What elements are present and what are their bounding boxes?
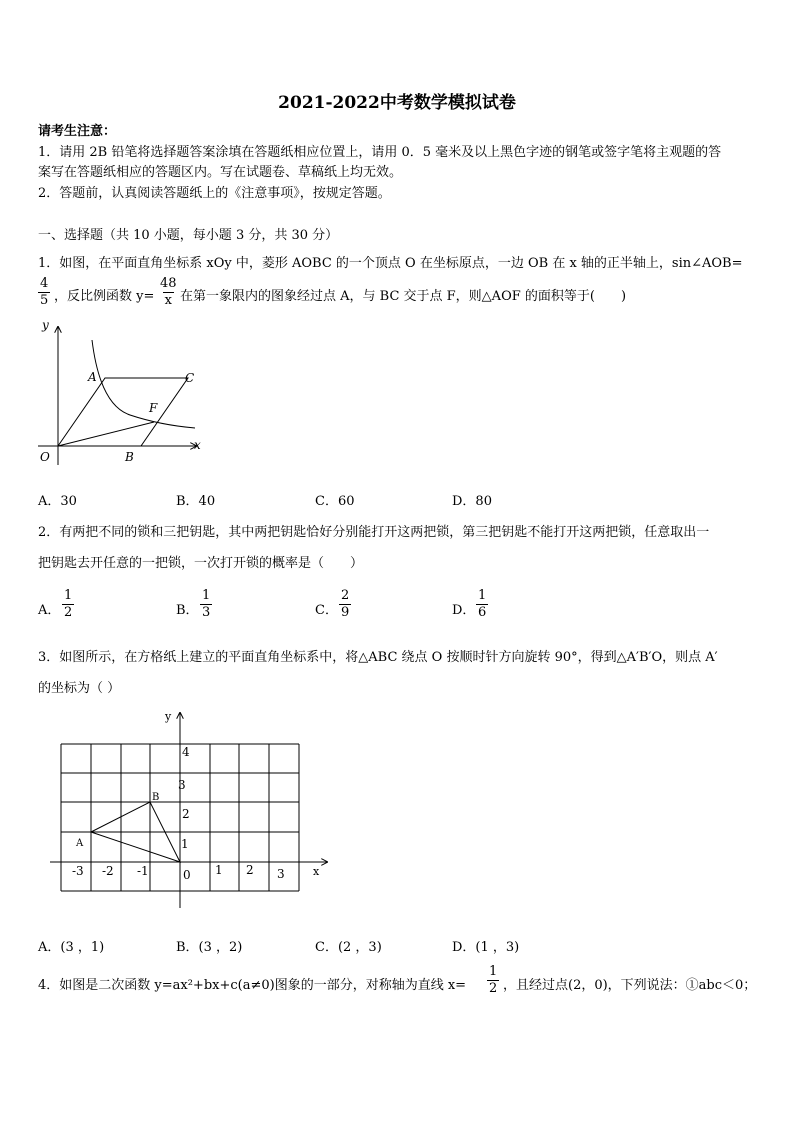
q2-option-a[interactable] [38, 599, 60, 618]
q2-option-d[interactable] [452, 599, 475, 618]
q4-frac-num: 1 [489, 964, 498, 979]
q3-label-b: B [152, 792, 160, 803]
q3-option-a[interactable]: A．(3 ，1) [38, 940, 105, 955]
q3-ytick: 3 [178, 778, 186, 792]
q1-label-a: A [88, 370, 97, 384]
q1-option-d[interactable]: D．80 [452, 494, 492, 509]
q1-fraction-sin [38, 276, 50, 309]
q3-figure [45, 705, 345, 915]
q1-label-y: y [42, 318, 49, 332]
q1-frac2-num: 48 [160, 276, 177, 291]
q4-frac-den: 2 [489, 981, 498, 996]
q1-label-o: O [40, 450, 50, 464]
q3-line-1: 3．如图所示，在方格纸上建立的平面直角坐标系中，将△ABC 绕点 O 按顺时针方向旋转 90°，得到△A′B′O，则点 A′ [38, 650, 718, 665]
q3-line-2: 的坐标为（ ） [38, 681, 121, 696]
q1-line-1: 1．如图，在平面直角坐标系 xOy 中，菱形 AOBC 的一个顶点 O 在坐标原点，一边 OB 在 x 轴的正半轴上，sin∠AOB= [38, 256, 743, 271]
q2-option-b[interactable] [176, 599, 199, 618]
q2-option-b-fraction [200, 588, 212, 621]
notice-line-1a: 1．请用 2B 铅笔将选择题答案涂填在答题纸相应位置上，请用 0．5 毫米及以上黑色字迹的钢笔或签字笔将主观题的答 [38, 145, 722, 160]
q1-option-b[interactable]: B．40 [176, 494, 216, 509]
q3-label-y: y [165, 710, 172, 723]
q2-c-den: 9 [341, 605, 350, 620]
notice-line-1b: 案写在答题纸相应的答题区内。写在试题卷、草稿纸上均无效。 [38, 165, 403, 180]
notice-heading: 请考生注意： [38, 124, 117, 139]
q2-b-num: 1 [202, 588, 211, 603]
q3-option-d[interactable]: D．(1 ，3) [452, 940, 520, 955]
notice-line-2: 2．答题前，认真阅读答题纸上的《注意事项》，按规定答题。 [38, 186, 391, 201]
q2-a-den: 2 [64, 605, 73, 620]
q3-xtick: 3 [277, 867, 285, 881]
q3-option-c[interactable]: C．(2 ，3) [315, 940, 382, 955]
q1-frac2-den: x [164, 293, 172, 308]
q3-ytick: 4 [182, 745, 190, 759]
q3-xtick: 2 [246, 863, 254, 877]
q1-text-3: 在第一象限内的图象经过点 A，与 BC 交于点 F，则△AOF 的面积等于( ) [180, 289, 627, 304]
q3-xtick: -2 [102, 864, 114, 878]
q2-a-num: 1 [64, 588, 73, 603]
q2-c-num: 2 [341, 588, 350, 603]
q2-option-a-label: A． [38, 603, 61, 618]
q3-ytick: 2 [182, 807, 190, 821]
section-heading: 一、选择题（共 10 小题，每小题 3 分，共 30 分） [38, 228, 339, 243]
q1-label-f: F [149, 401, 158, 415]
q1-figure [30, 315, 210, 470]
q2-option-a-fraction [62, 588, 74, 621]
q1-hyperbola [92, 340, 195, 428]
q2-option-c-fraction [339, 588, 351, 621]
q1-text-2: ，反比例函数 y= [54, 289, 155, 304]
q2-d-den: 6 [478, 605, 487, 620]
q2-option-d-fraction [476, 588, 488, 621]
q2-option-d-label: D． [452, 603, 476, 618]
q1-label-b: B [125, 450, 134, 464]
q3-xtick: 0 [183, 868, 191, 882]
q2-option-c[interactable] [315, 599, 338, 618]
q1-fraction-func [158, 276, 179, 309]
q4-text-1: 4．如图是二次函数 y=ax²+bx+c(a≠0)图象的一部分，对称轴为直线 x= [38, 978, 467, 993]
q3-xtick: -3 [72, 864, 84, 878]
q4-text-2: ，且经过点(2，0)，下列说法：①abc＜0； [503, 978, 757, 993]
q4-fraction [487, 964, 499, 997]
page-title: 2021-2022中考数学模拟试卷 [278, 93, 516, 113]
q2-option-c-label: C． [315, 603, 338, 618]
q1-label-x: x [194, 438, 201, 452]
q1-label-c: C [185, 371, 195, 385]
q3-label-x: x [313, 865, 320, 878]
q3-label-a: A [76, 838, 84, 849]
q3-option-b[interactable]: B．(3 ，2) [176, 940, 243, 955]
q2-b-den: 3 [202, 605, 211, 620]
q2-line-1: 2．有两把不同的锁和三把钥匙，其中两把钥匙恰好分别能打开这两把锁，第三把钥匙不能打开这两把锁，任意取出一 [38, 525, 710, 540]
q3-ytick: 1 [181, 837, 189, 851]
q1-frac1-num: 4 [40, 276, 49, 291]
q3-xtick: 1 [215, 863, 223, 877]
q2-line-2: 把钥匙去开任意的一把锁，一次打开锁的概率是（ ） [38, 556, 364, 571]
q2-option-b-label: B． [176, 603, 199, 618]
q3-xtick: -1 [137, 864, 149, 878]
q1-option-a[interactable]: A．30 [38, 494, 77, 509]
q1-frac1-den: 5 [40, 293, 49, 308]
q1-option-c[interactable]: C．60 [315, 494, 355, 509]
q2-d-num: 1 [478, 588, 487, 603]
